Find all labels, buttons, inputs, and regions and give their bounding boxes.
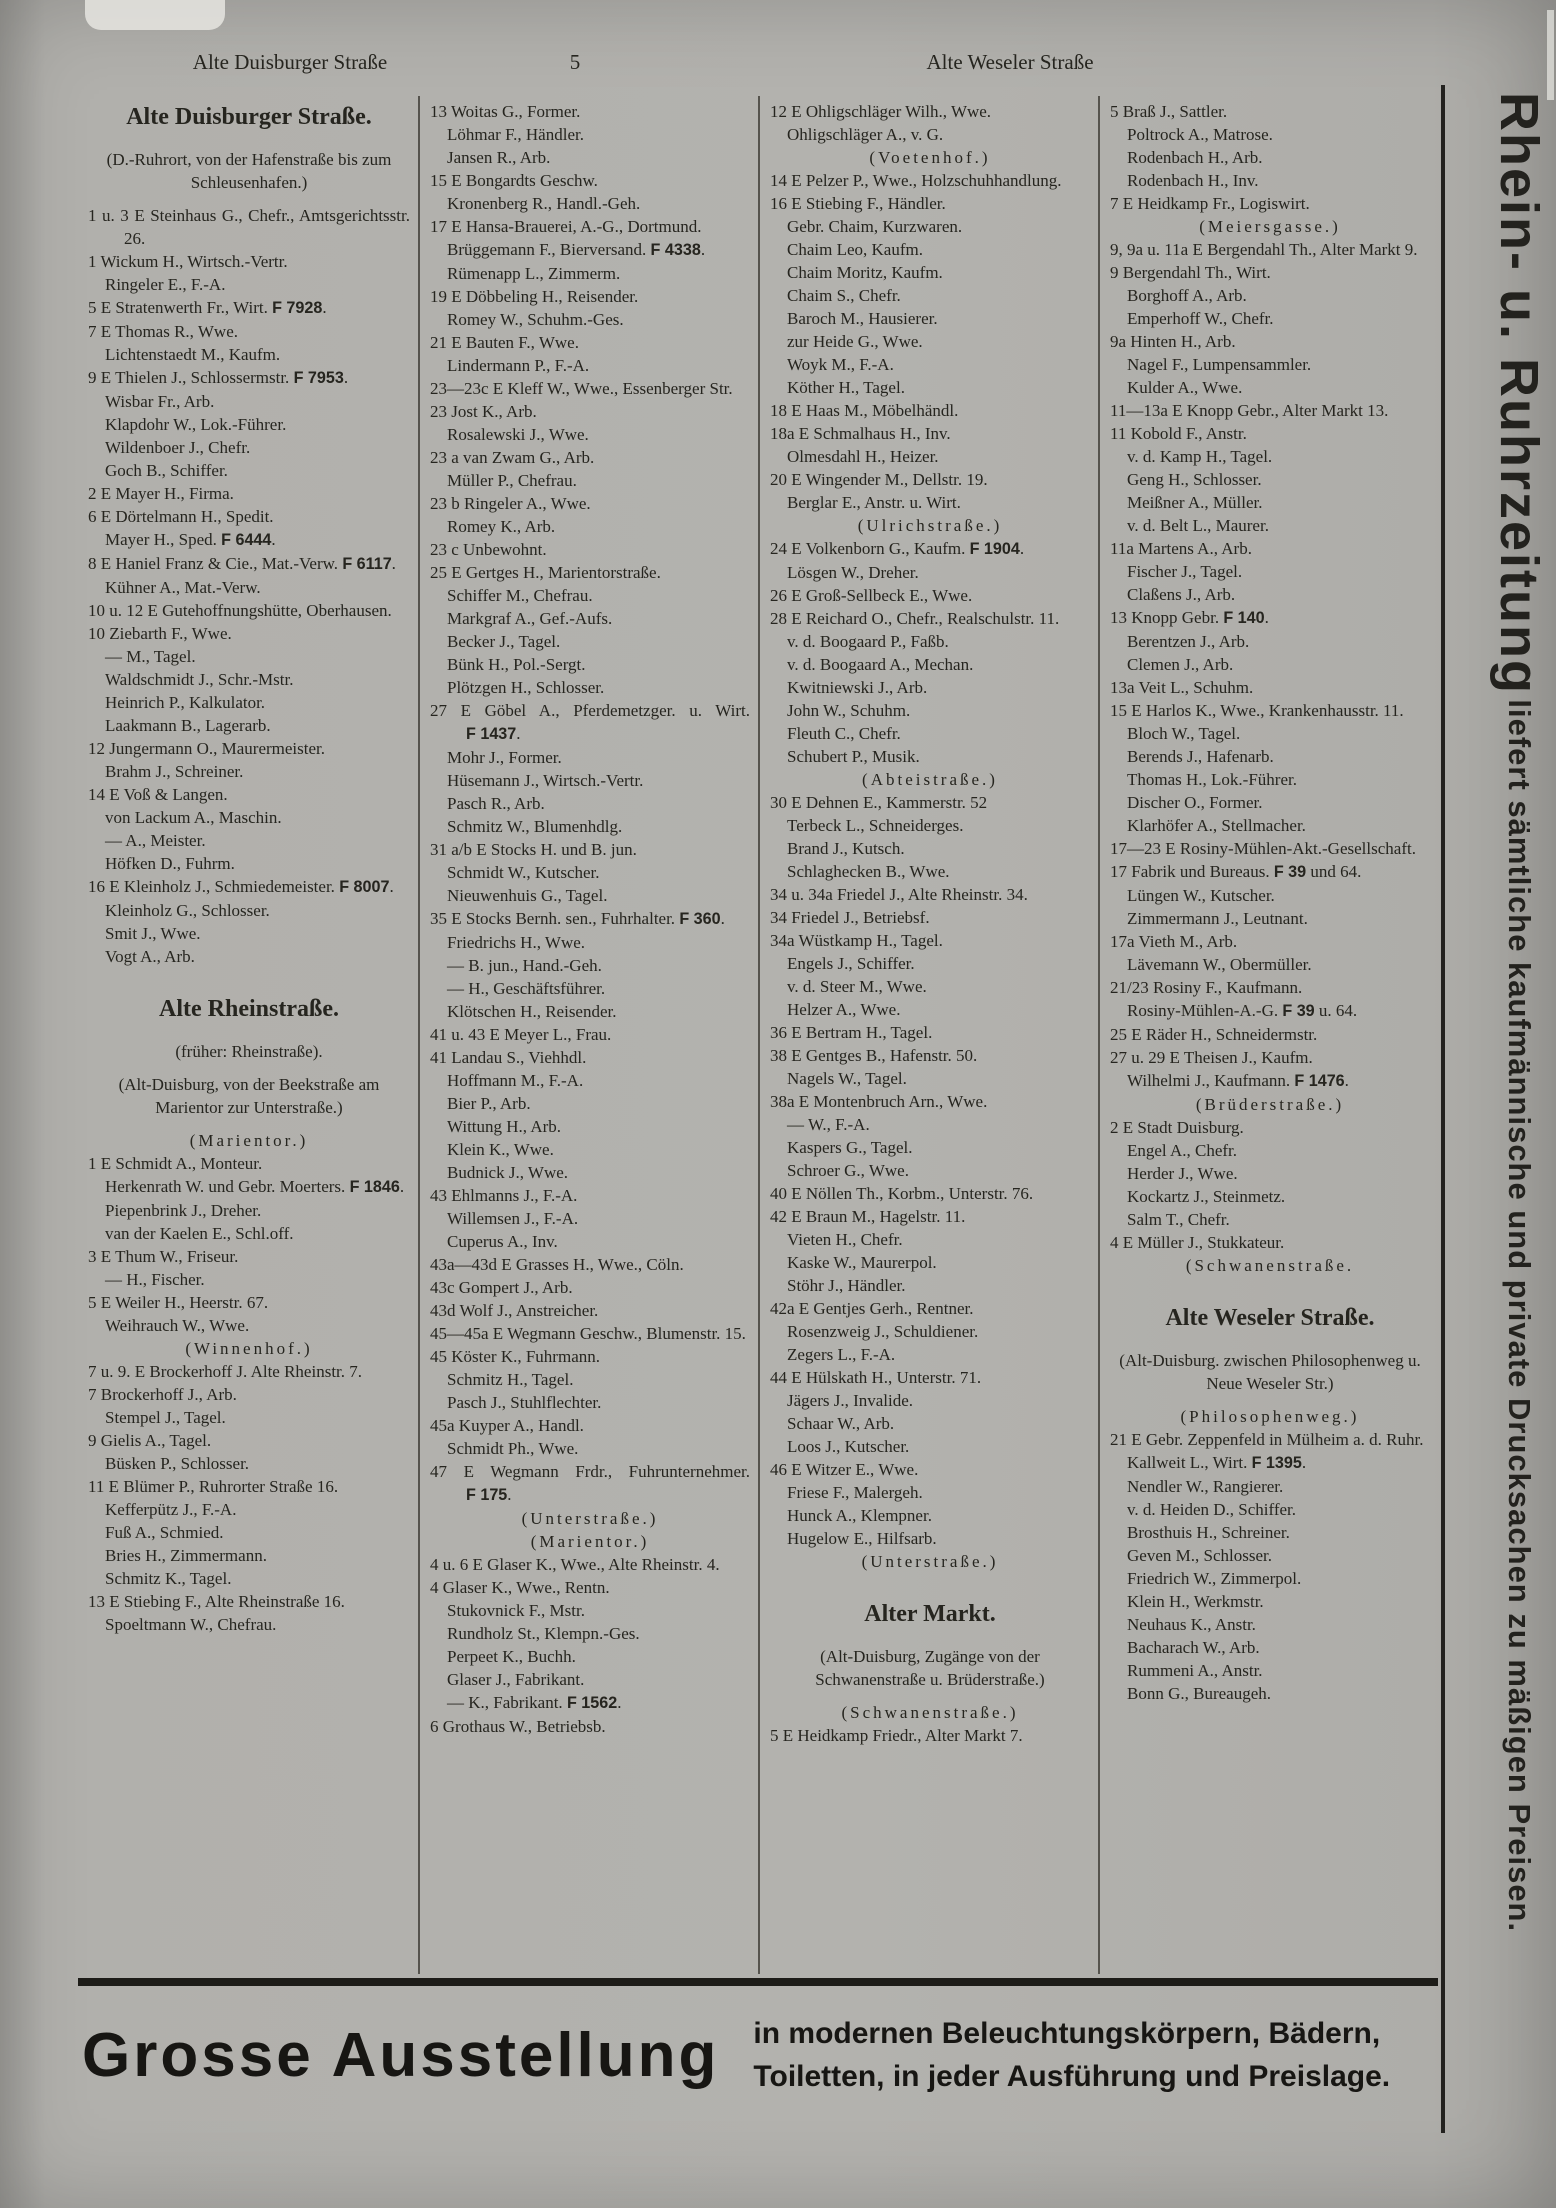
resident-line: Schlaghecken B., Wwe.: [787, 862, 950, 881]
entry-line: 17 Fabrik und Bureaus. F 39 und 64.: [1110, 862, 1362, 881]
resident-line: Geng H., Schlosser.: [1127, 470, 1262, 489]
resident-line: Emperhoff W., Chefr.: [1127, 309, 1274, 328]
resident-line: Klötschen H., Reisender.: [447, 1002, 617, 1021]
resident-line: Lichtenstaedt M., Kaufm.: [105, 345, 281, 364]
resident-line: Berentzen J., Arb.: [1127, 632, 1250, 651]
entry-line: 1 E Schmidt A., Monteur.: [88, 1154, 263, 1173]
telephone-number: F 7953: [293, 369, 344, 387]
resident-line: Piepenbrink J., Dreher.: [105, 1201, 262, 1220]
street-note: (D.-Ruhrort, von der Hafenstraße bis zum Schleusenhafen.): [106, 150, 392, 192]
entry-line: 1 u. 3 E Steinhaus G., Chefr., Amtsgerichtsstr. 26.: [88, 206, 410, 248]
resident-line: Zimmermann J., Leutnant.: [1127, 909, 1308, 928]
resident-line: Claßens J., Arb.: [1127, 585, 1236, 604]
resident-line: Chaim Leo, Kaufm.: [787, 240, 923, 259]
resident-line: Brüggemann F., Bierversand. F 4338.: [447, 240, 706, 259]
resident-line: Rosalewski J., Wwe.: [447, 425, 589, 444]
entry-line: 5 E Stratenwerth Fr., Wirt. F 7928.: [88, 298, 327, 317]
resident-line: Herkenrath W. und Gebr. Moerters. F 1846.: [105, 1177, 405, 1196]
entry-line: 7 Brockerhoff J., Arb.: [88, 1385, 237, 1404]
telephone-number: F 140: [1223, 609, 1265, 627]
entry-line: 9 E Thielen J., Schlossermstr. F 7953.: [88, 368, 349, 387]
entry-line: 11 E Blümer P., Ruhrorter Straße 16.: [88, 1477, 339, 1496]
entry-line: 8 E Haniel Franz & Cie., Mat.-Verw. F 6117.: [88, 554, 396, 573]
entry-line: 21 E Gebr. Zeppenfeld in Mülheim a. d. Ruhr.: [1110, 1430, 1424, 1449]
entry-line: 15 E Bongardts Geschw.: [430, 171, 598, 190]
resident-line: Terbeck L., Schneiderges.: [787, 816, 964, 835]
resident-line: Romey W., Schuhm.-Ges.: [447, 310, 624, 329]
telephone-number: F 39: [1282, 1002, 1315, 1020]
resident-line: Hoffmann M., F.-A.: [447, 1071, 584, 1090]
street-heading: Alte Rheinstraße.: [159, 996, 339, 1022]
resident-line: Stöhr J., Händler.: [787, 1276, 906, 1295]
entry-line: 12 Jungermann O., Maurermeister.: [88, 739, 325, 758]
directory-column-4: [1098, 96, 1438, 1974]
resident-line: Friedrichs H., Wwe.: [447, 933, 586, 952]
telephone-number: F 1395: [1251, 1454, 1302, 1472]
resident-line: Lindermann P., F.-A.: [447, 356, 590, 375]
entry-line: 5 E Weiler H., Heerstr. 67.: [88, 1293, 269, 1312]
entry-line: 23 Jost K., Arb.: [430, 402, 537, 421]
entry-line: 11—13a E Knopp Gebr., Alter Markt 13.: [1110, 401, 1389, 420]
resident-line: Loos J., Kutscher.: [787, 1437, 910, 1456]
resident-line: Engels J., Schiffer.: [787, 954, 915, 973]
entry-line: 4 E Müller J., Stukkateur.: [1110, 1233, 1285, 1252]
resident-line: Schmitz H., Tagel.: [447, 1370, 574, 1389]
resident-line: Rosiny-Mühlen-A.-G. F 39 u. 64.: [1127, 1001, 1358, 1020]
resident-line: Thomas H., Lok.-Führer.: [1127, 770, 1297, 789]
resident-line: Vieten H., Chefr.: [787, 1230, 903, 1249]
resident-line: Kockartz J., Steinmetz.: [1127, 1187, 1286, 1206]
resident-line: Schiffer M., Chefrau.: [447, 586, 593, 605]
entry-line: 43d Wolf J., Anstreicher.: [430, 1301, 599, 1320]
entry-line: 36 E Bertram H., Tagel.: [770, 1023, 933, 1042]
resident-line: Baroch M., Hausierer.: [787, 309, 938, 328]
street-note: (Alt-Duisburg. zwischen Philosophenweg u. Neue Weseler Str.): [1119, 1351, 1421, 1393]
resident-line: Laakmann B., Lagerarb.: [105, 716, 271, 735]
resident-line: Borghoff A., Arb.: [1127, 286, 1247, 305]
resident-line: Berends J., Hafenarb.: [1127, 747, 1274, 766]
resident-line: Rundholz St., Klempn.-Ges.: [447, 1624, 640, 1643]
entry-line: 41 Landau S., Viehhdl.: [430, 1048, 587, 1067]
entry-line: 25 E Räder H., Schneidermstr.: [1110, 1025, 1318, 1044]
resident-line: v. d. Boogaard A., Mechan.: [787, 655, 974, 674]
entry-line: 18 E Haas M., Möbelhändl.: [770, 401, 959, 420]
resident-line: Rodenbach H., Arb.: [1127, 148, 1263, 167]
street-heading: Alte Duisburger Straße.: [126, 104, 372, 130]
entry-line: 13 Knopp Gebr. F 140.: [1110, 608, 1269, 627]
resident-line: — K., Fabrikant. F 1562.: [447, 1693, 622, 1712]
resident-line: Friese F., Malergeh.: [787, 1483, 923, 1502]
cross-street-note: (Schwanenstraße.: [1185, 1256, 1355, 1275]
cross-street-note: (Marientor.): [189, 1131, 309, 1150]
entry-line: 4 Glaser K., Wwe., Rentn.: [430, 1578, 610, 1597]
resident-line: van der Kaelen E., Schl.off.: [105, 1224, 294, 1243]
resident-line: — H., Fischer.: [105, 1270, 205, 1289]
entry-line: 41 u. 43 E Meyer L., Frau.: [430, 1025, 612, 1044]
entry-line: 19 E Döbbeling H., Reisender.: [430, 287, 639, 306]
entry-line: 23 a van Zwam G., Arb.: [430, 448, 595, 467]
entry-line: 9 Gielis A., Tagel.: [88, 1431, 212, 1450]
entry-line: 23—23c E Kleff W., Wwe., Essenberger Str.: [430, 379, 733, 398]
resident-line: Glaser J., Fabrikant.: [447, 1670, 585, 1689]
resident-line: Bries H., Zimmermann.: [105, 1546, 267, 1565]
entry-line: 34 Friedel J., Betriebsf.: [770, 908, 930, 927]
resident-line: Fleuth C., Chefr.: [787, 724, 901, 743]
resident-line: Kaske W., Maurerpol.: [787, 1253, 937, 1272]
resident-line: Herder J., Wwe.: [1127, 1164, 1238, 1183]
entry-line: 9a Hinten H., Arb.: [1110, 332, 1236, 351]
entry-line: 11a Martens A., Arb.: [1110, 539, 1252, 558]
resident-line: Cuperus A., Inv.: [447, 1232, 558, 1251]
resident-line: Willemsen J., F.-A.: [447, 1209, 579, 1228]
resident-line: Wisbar Fr., Arb.: [105, 392, 215, 411]
entry-line: 18a E Schmalhaus H., Inv.: [770, 424, 951, 443]
entry-line: 23 b Ringeler A., Wwe.: [430, 494, 591, 513]
resident-line: Brahm J., Schreiner.: [105, 762, 244, 781]
resident-line: zur Heide G., Wwe.: [787, 332, 923, 351]
telephone-number: F 1476: [1294, 1072, 1345, 1090]
resident-line: Hüsemann J., Wirtsch.-Vertr.: [447, 771, 644, 790]
resident-line: v. d. Boogaard P., Faßb.: [787, 632, 949, 651]
resident-line: Perpeet K., Buchh.: [447, 1647, 576, 1666]
side-ad-text: liefert sämtliche kaufmännische und private Drucksachen zu mäßigen Preisen.: [1502, 699, 1537, 1933]
resident-line: Fischer J., Tagel.: [1127, 562, 1243, 581]
entry-line: 45—45a E Wegmann Geschw., Blumenstr. 15.: [430, 1324, 746, 1343]
entry-line: 45a Kuyper A., Handl.: [430, 1416, 584, 1435]
resident-line: Plötzgen H., Schlosser.: [447, 678, 605, 697]
side-ad-rhein-ruhrzeitung: [1452, 92, 1550, 2138]
entry-line: 44 E Hülskath H., Unterstr. 71.: [770, 1368, 982, 1387]
resident-line: Hunck A., Klempner.: [787, 1506, 932, 1525]
entry-line: 6 Grothaus W., Betriebsb.: [430, 1717, 606, 1736]
entry-line: 40 E Nöllen Th., Korbm., Unterstr. 76.: [770, 1184, 1034, 1203]
resident-line: Kwitniewski J., Arb.: [787, 678, 928, 697]
resident-line: Weihrauch W., Wwe.: [105, 1316, 250, 1335]
entry-line: 24 E Volkenborn G., Kaufm. F 1904.: [770, 539, 1025, 558]
resident-line: Schaar W., Arb.: [787, 1414, 895, 1433]
resident-line: Lüngen W., Kutscher.: [1127, 886, 1275, 905]
resident-line: Ringeler E., F.-A.: [105, 275, 226, 294]
resident-line: Brosthuis H., Schreiner.: [1127, 1523, 1290, 1542]
entry-line: 42a E Gentjes Gerh., Rentner.: [770, 1299, 974, 1318]
resident-line: Kallweit L., Wirt. F 1395.: [1127, 1453, 1307, 1472]
resident-line: Pasch R., Arb.: [447, 794, 545, 813]
entry-line: 34a Wüstkamp H., Tagel.: [770, 931, 943, 950]
resident-line: Stempel J., Tagel.: [105, 1408, 226, 1427]
resident-line: Klein H., Werkmstr.: [1127, 1592, 1264, 1611]
entry-line: 11 Kobold F., Anstr.: [1110, 424, 1247, 443]
resident-line: Poltrock A., Matrose.: [1127, 125, 1273, 144]
entry-line: 4 u. 6 E Glaser K., Wwe., Alte Rheinstr. 4.: [430, 1555, 720, 1574]
resident-line: Nieuwenhuis G., Tagel.: [447, 886, 608, 905]
entry-line: 14 E Pelzer P., Wwe., Holzschuhhandlung.: [770, 171, 1062, 190]
resident-line: Schmitz K., Tagel.: [105, 1569, 232, 1588]
resident-line: von Lackum A., Maschin.: [105, 808, 282, 827]
entry-line: 28 E Reichard O., Chefr., Realschulstr. 11.: [770, 609, 1060, 628]
cross-street-note: (Marientor.): [530, 1532, 650, 1551]
resident-line: v. d. Belt L., Maurer.: [1127, 516, 1269, 535]
resident-line: Bier P., Arb.: [447, 1094, 531, 1113]
telephone-number: F 6117: [342, 555, 392, 573]
entry-line: 35 E Stocks Bernh. sen., Fuhrhalter. F 360.: [430, 909, 725, 928]
resident-line: Mohr J., Former.: [447, 748, 562, 767]
entry-line: 38a E Montenbruch Arn., Wwe.: [770, 1092, 988, 1111]
resident-line: Bloch W., Tagel.: [1127, 724, 1241, 743]
entry-line: 15 E Harlos K., Wwe., Krankenhausstr. 11.: [1110, 701, 1404, 720]
entry-line: 16 E Stiebing F., Händler.: [770, 194, 946, 213]
entry-line: 38 E Gentges B., Hafenstr. 50.: [770, 1046, 978, 1065]
telephone-number: F 1846: [349, 1178, 400, 1196]
entry-line: 5 Braß J., Sattler.: [1110, 102, 1228, 121]
resident-line: Mayer H., Sped. F 6444.: [105, 530, 276, 549]
resident-line: Jägers J., Invalide.: [787, 1391, 914, 1410]
telephone-number: F 4338: [650, 241, 701, 259]
scan-artifact-corner: [85, 0, 225, 30]
resident-line: Brand J., Kutsch.: [787, 839, 905, 858]
directory-column-2: [418, 96, 758, 1974]
bottom-ad-body: [753, 2012, 1438, 2098]
resident-line: Kronenberg R., Handl.-Geh.: [447, 194, 641, 213]
resident-line: Meißner A., Müller.: [1127, 493, 1263, 512]
page-number: 5: [569, 50, 581, 74]
entry-line: 34 u. 34a Friedel J., Alte Rheinstr. 34.: [770, 885, 1028, 904]
resident-line: Müller P., Chefrau.: [447, 471, 577, 490]
telephone-number: F 1437: [466, 725, 517, 743]
resident-line: Clemen J., Arb.: [1127, 655, 1234, 674]
resident-line: Köther H., Tagel.: [787, 378, 905, 397]
resident-line: Klapdohr W., Lok.-Führer.: [105, 415, 287, 434]
resident-line: — W., F.-A.: [787, 1115, 870, 1134]
entry-line: 47 E Wegmann Frdr., Fuhrunternehmer. F 175.: [430, 1462, 750, 1504]
bottom-ad-grosse-ausstellung: [82, 1996, 1438, 2114]
resident-line: Salm T., Chefr.: [1127, 1210, 1230, 1229]
resident-line: Wittung H., Arb.: [447, 1117, 562, 1136]
resident-line: — A., Meister.: [105, 831, 206, 850]
directory-column-3: [758, 96, 1098, 1974]
resident-line: Büsken P., Schlosser.: [105, 1454, 250, 1473]
bottom-ad-rule: [78, 1978, 1438, 1986]
entry-line: 2 E Mayer H., Firma.: [88, 484, 234, 503]
resident-line: Heinrich P., Kalkulator.: [105, 693, 266, 712]
entry-line: 43a—43d E Grasses H., Wwe., Cöln.: [430, 1255, 684, 1274]
entry-line: 7 u. 9. E Brockerhoff J. Alte Rheinstr. 7.: [88, 1362, 363, 1381]
resident-line: Höfken D., Fuhrm.: [105, 854, 235, 873]
resident-line: v. d. Kamp H., Tagel.: [1127, 447, 1273, 466]
cross-street-note: (Meiersgasse.): [1199, 217, 1341, 236]
entry-line: 17a Vieth M., Arb.: [1110, 932, 1238, 951]
resident-line: Nagel F., Lumpensammler.: [1127, 355, 1312, 374]
resident-line: Engel A., Chefr.: [1127, 1141, 1238, 1160]
resident-line: Neuhaus K., Anstr.: [1127, 1615, 1256, 1634]
resident-line: Wilhelmi J., Kaufmann. F 1476.: [1127, 1071, 1349, 1090]
resident-line: Nendler W., Rangierer.: [1127, 1477, 1284, 1496]
resident-line: Rümenapp L., Zimmerm.: [447, 264, 621, 283]
resident-line: Bacharach W., Arb.: [1127, 1638, 1260, 1657]
entry-line: 26 E Groß-Sellbeck E., Wwe.: [770, 586, 973, 605]
entry-line: 16 E Kleinholz J., Schmiedemeister. F 8007.: [88, 877, 394, 896]
resident-line: Vogt A., Arb.: [105, 947, 195, 966]
entry-line: 10 u. 12 E Gutehoffnungshütte, Oberhausen.: [88, 601, 392, 620]
side-ad-divider-rule: [1441, 85, 1445, 2133]
entry-line: 31 a/b E Stocks H. und B. jun.: [430, 840, 637, 859]
telephone-number: F 39: [1273, 863, 1307, 881]
entry-line: 21/23 Rosiny F., Kaufmann.: [1110, 978, 1303, 997]
resident-line: Schmitz W., Blumenhdlg.: [447, 817, 623, 836]
entry-line: 27 E Göbel A., Pferdemetzger. u. Wirt. F 1437.: [430, 701, 750, 743]
entry-line: 27 u. 29 E Theisen J., Kaufm.: [1110, 1048, 1313, 1067]
resident-line: Stukovnick F., Mstr.: [447, 1601, 585, 1620]
resident-line: — M., Tagel.: [105, 647, 196, 666]
directory-columns: [78, 96, 1438, 1974]
resident-line: Bünk H., Pol.-Sergt.: [447, 655, 586, 674]
entry-line: 13 E Stiebing F., Alte Rheinstraße 16.: [88, 1592, 345, 1611]
resident-line: Schubert P., Musik.: [787, 747, 920, 766]
entry-line: 42 E Braun M., Hagelstr. 11.: [770, 1207, 966, 1226]
entry-line: 45 Köster K., Fuhrmann.: [430, 1347, 600, 1366]
telephone-number: F 175: [466, 1486, 508, 1504]
telephone-number: F 1562: [566, 1694, 618, 1712]
entry-line: 9, 9a u. 11a E Bergendahl Th., Alter Markt 9.: [1110, 240, 1418, 259]
resident-line: Chaim Moritz, Kaufm.: [787, 263, 943, 282]
resident-line: Smit J., Wwe.: [105, 924, 201, 943]
cross-street-note: (Unterstraße.): [521, 1509, 659, 1528]
street-note: (früher: Rheinstraße).: [175, 1042, 323, 1061]
entry-line: 9 Bergendahl Th., Wirt.: [1110, 263, 1271, 282]
resident-line: Wildenboer J., Chefr.: [105, 438, 251, 457]
resident-line: Kefferpütz J., F.-A.: [105, 1500, 237, 1519]
resident-line: Chaim S., Chefr.: [787, 286, 901, 305]
cross-street-note: (Unterstraße.): [861, 1552, 999, 1571]
resident-line: Friedrich W., Zimmerpol.: [1127, 1569, 1302, 1588]
resident-line: Helzer A., Wwe.: [787, 1000, 901, 1019]
telephone-number: F 6444: [221, 531, 272, 549]
directory-column-1: [78, 96, 418, 1974]
resident-line: Löhmar F., Händler.: [447, 125, 584, 144]
street-note: (Alt-Duisburg, von der Beekstraße am Marientor zur Unterstraße.): [118, 1075, 380, 1117]
cross-street-note: (Voetenhof.): [869, 148, 991, 167]
running-header: [0, 50, 1556, 84]
resident-line: v. d. Heiden D., Schiffer.: [1127, 1500, 1297, 1519]
resident-line: Budnick J., Wwe.: [447, 1163, 569, 1182]
cross-street-note: (Brüderstraße.): [1195, 1095, 1345, 1114]
resident-line: Kaspers G., Tagel.: [787, 1138, 913, 1157]
entry-line: 2 E Stadt Duisburg.: [1110, 1118, 1244, 1137]
resident-line: Geven M., Schlosser.: [1127, 1546, 1272, 1565]
entry-line: 17 E Hansa-Brauerei, A.-G., Dortmund.: [430, 217, 702, 236]
resident-line: Ohligschläger A., v. G.: [787, 125, 944, 144]
telephone-number: F 1904: [969, 540, 1020, 558]
entry-line: 10 Ziebarth F., Wwe.: [88, 624, 232, 643]
resident-line: Zegers L., F.-A.: [787, 1345, 896, 1364]
resident-line: Bonn G., Bureaugeh.: [1127, 1684, 1272, 1703]
resident-line: Pasch J., Stuhlflechter.: [447, 1393, 602, 1412]
side-ad-title: Rhein- u. Ruhrzeitung: [1489, 92, 1549, 695]
resident-line: John W., Schuhm.: [787, 701, 911, 720]
resident-line: Gebr. Chaim, Kurzwaren.: [787, 217, 963, 236]
resident-line: Goch B., Schiffer.: [105, 461, 228, 480]
entry-line: 21 E Bauten F., Wwe.: [430, 333, 579, 352]
bottom-ad-headline: Grosse Ausstellung: [82, 2020, 720, 2090]
entry-line: 43 Ehlmanns J., F.-A.: [430, 1186, 578, 1205]
entry-line: 13 Woitas G., Former.: [430, 102, 581, 121]
resident-line: Klarhöfer A., Stellmacher.: [1127, 816, 1306, 835]
street-note: (Alt-Duisburg, Zugänge von der Schwanenstraße u. Brüderstraße.): [815, 1647, 1045, 1689]
telephone-number: F 360: [679, 910, 721, 928]
resident-line: Waldschmidt J., Schr.-Mstr.: [105, 670, 294, 689]
entry-line: 13a Veit L., Schuhm.: [1110, 678, 1254, 697]
cross-street-note: (Philosophenweg.): [1180, 1407, 1360, 1426]
resident-line: Fuß A., Schmied.: [105, 1523, 224, 1542]
entry-line: 5 E Heidkamp Friedr., Alter Markt 7.: [770, 1726, 1023, 1745]
resident-line: Schmidt W., Kutscher.: [447, 863, 600, 882]
entry-line: 7 E Heidkamp Fr., Logiswirt.: [1110, 194, 1310, 213]
resident-line: v. d. Steer M., Wwe.: [787, 977, 927, 996]
resident-line: Lösgen W., Dreher.: [787, 563, 919, 582]
cross-street-note: (Winnenhof.): [185, 1339, 313, 1358]
resident-line: Nagels W., Tagel.: [787, 1069, 907, 1088]
bottom-ad-line1: in modernen Beleuchtungskörpern, Bädern,: [753, 2017, 1381, 2050]
resident-line: Hugelow E., Hilfsarb.: [787, 1529, 937, 1548]
entry-line: 12 E Ohligschläger Wilh., Wwe.: [770, 102, 992, 121]
resident-line: Becker J., Tagel.: [447, 632, 561, 651]
resident-line: — B. jun., Hand.-Geh.: [447, 956, 602, 975]
resident-line: Kühner A., Mat.-Verw.: [105, 578, 261, 597]
resident-line: Rodenbach H., Inv.: [1127, 171, 1259, 190]
resident-line: Schroer G., Wwe.: [787, 1161, 909, 1180]
cross-street-note: (Ulrichstraße.): [857, 516, 1003, 535]
resident-line: Rosenzweig J., Schuldiener.: [787, 1322, 979, 1341]
resident-line: Markgraf A., Gef.-Aufs.: [447, 609, 613, 628]
telephone-number: F 7928: [272, 299, 323, 317]
running-header-right: Alte Weseler Straße: [926, 50, 1094, 74]
entry-line: 25 E Gertges H., Marientorstraße.: [430, 563, 661, 582]
resident-line: Kleinholz G., Schlosser.: [105, 901, 270, 920]
telephone-number: F 8007: [339, 878, 390, 896]
resident-line: Spoeltmann W., Chefrau.: [105, 1615, 277, 1634]
resident-line: Schmidt Ph., Wwe.: [447, 1439, 579, 1458]
entry-line: 20 E Wingender M., Dellstr. 19.: [770, 470, 988, 489]
street-heading: Alter Markt.: [864, 1601, 996, 1627]
resident-line: — H., Geschäftsführer.: [447, 979, 606, 998]
resident-line: Discher O., Former.: [1127, 793, 1263, 812]
bottom-ad-line2: Toiletten, in jeder Ausführung und Preislage.: [753, 2060, 1391, 2093]
resident-line: Lävemann W., Obermüller.: [1127, 955, 1312, 974]
resident-line: Romey K., Arb.: [447, 517, 556, 536]
entry-line: 7 E Thomas R., Wwe.: [88, 322, 238, 341]
resident-line: Rummeni A., Anstr.: [1127, 1661, 1263, 1680]
entry-line: 6 E Dörtelmann H., Spedit.: [88, 507, 274, 526]
resident-line: Jansen R., Arb.: [447, 148, 551, 167]
entry-line: 14 E Voß & Langen.: [88, 785, 228, 804]
resident-line: Klein K., Wwe.: [447, 1140, 554, 1159]
entry-line: 1 Wickum H., Wirtsch.-Vertr.: [88, 252, 288, 271]
cross-street-note: (Abteistraße.): [862, 770, 998, 789]
resident-line: Woyk M., F.-A.: [787, 355, 894, 374]
entry-line: 23 c Unbewohnt.: [430, 540, 547, 559]
entry-line: 43c Gompert J., Arb.: [430, 1278, 573, 1297]
street-heading: Alte Weseler Straße.: [1165, 1305, 1375, 1331]
resident-line: Kulder A., Wwe.: [1127, 378, 1243, 397]
entry-line: 3 E Thum W., Friseur.: [88, 1247, 239, 1266]
running-header-left: Alte Duisburger Straße: [192, 50, 388, 74]
entry-line: 17—23 E Rosiny-Mühlen-Akt.-Gesellschaft.: [1110, 839, 1416, 858]
cross-street-note: (Schwanenstraße.): [841, 1703, 1019, 1722]
entry-line: 30 E Dehnen E., Kammerstr. 52: [770, 793, 988, 812]
resident-line: Berglar E., Anstr. u. Wirt.: [787, 493, 961, 512]
entry-line: 46 E Witzer E., Wwe.: [770, 1460, 919, 1479]
resident-line: Olmesdahl H., Heizer.: [787, 447, 939, 466]
